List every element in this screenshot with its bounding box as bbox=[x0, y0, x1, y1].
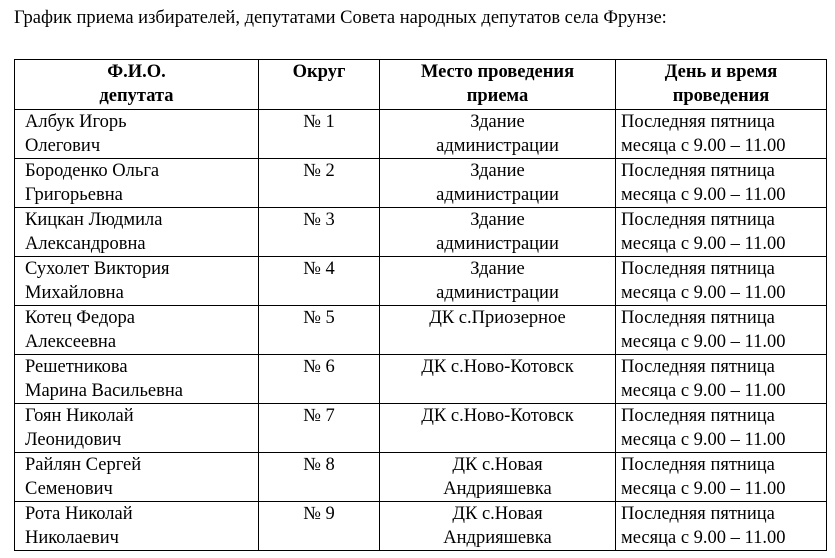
table-row bbox=[15, 502, 827, 551]
cell-time bbox=[616, 208, 827, 257]
header-time bbox=[616, 60, 827, 110]
cell-okrug-okrug: № 6 bbox=[303, 357, 335, 377]
cell-deputy-name-name2: Семенович bbox=[25, 479, 113, 499]
cell-okrug bbox=[259, 502, 380, 551]
cell-okrug-okrug: № 1 bbox=[303, 112, 335, 132]
header-okrug bbox=[259, 60, 380, 110]
cell-deputy-name bbox=[15, 355, 259, 404]
header-name bbox=[15, 60, 259, 110]
cell-time bbox=[616, 159, 827, 208]
cell-place bbox=[380, 355, 616, 404]
document-title: График приема избирателей, депутатами Совета народных депутатов села Фрунзе: bbox=[14, 8, 667, 28]
cell-time bbox=[616, 502, 827, 551]
cell-okrug-okrug: № 7 bbox=[303, 406, 335, 426]
cell-time bbox=[616, 110, 827, 159]
cell-place bbox=[380, 208, 616, 257]
cell-place-place1: ДК с.Новая bbox=[452, 504, 543, 524]
cell-time-time1: Последняя пятница bbox=[621, 161, 775, 181]
cell-time bbox=[616, 453, 827, 502]
cell-deputy-name-name1: Бороденко Ольга bbox=[25, 161, 160, 181]
cell-time-time1: Последняя пятница bbox=[621, 259, 775, 279]
cell-okrug-okrug: № 3 bbox=[303, 210, 335, 230]
table-row bbox=[15, 257, 827, 306]
cell-deputy-name-name2: Алексеевна bbox=[25, 332, 117, 352]
table-header-row bbox=[15, 60, 827, 110]
header-okrug-line1: Округ bbox=[292, 62, 346, 82]
header-place-line2: приема bbox=[466, 86, 529, 106]
table-row bbox=[15, 404, 827, 453]
cell-deputy-name-name1: Райлян Сергей bbox=[25, 455, 142, 475]
cell-place-place1: Здание bbox=[470, 161, 525, 181]
cell-time-time1: Последняя пятница bbox=[621, 308, 775, 328]
cell-time bbox=[616, 404, 827, 453]
cell-time-time1: Последняя пятница bbox=[621, 112, 775, 132]
cell-place-place2: администрации bbox=[436, 234, 559, 254]
cell-okrug-okrug: № 2 bbox=[303, 161, 335, 181]
table-row bbox=[15, 159, 827, 208]
cell-time bbox=[616, 306, 827, 355]
cell-deputy-name bbox=[15, 306, 259, 355]
cell-place bbox=[380, 453, 616, 502]
schedule-table bbox=[14, 59, 827, 551]
cell-place bbox=[380, 110, 616, 159]
cell-time-time2: месяца с 9.00 – 11.00 bbox=[621, 185, 786, 205]
cell-time-time2: месяца с 9.00 – 11.00 bbox=[621, 136, 786, 156]
cell-time-time2: месяца с 9.00 – 11.00 bbox=[621, 479, 786, 499]
header-time-line1: День и время bbox=[664, 62, 778, 82]
cell-time-time2: месяца с 9.00 – 11.00 bbox=[621, 528, 786, 548]
cell-deputy-name-name2: Марина Васильевна bbox=[25, 381, 183, 401]
cell-time bbox=[616, 257, 827, 306]
cell-okrug bbox=[259, 453, 380, 502]
cell-okrug bbox=[259, 355, 380, 404]
cell-place-place2: администрации bbox=[436, 185, 559, 205]
cell-deputy-name bbox=[15, 404, 259, 453]
cell-okrug-okrug: № 9 bbox=[303, 504, 335, 524]
cell-okrug bbox=[259, 159, 380, 208]
cell-deputy-name-name2: Олегович bbox=[25, 136, 101, 156]
cell-deputy-name bbox=[15, 110, 259, 159]
cell-time-time2: месяца с 9.00 – 11.00 bbox=[621, 332, 786, 352]
cell-deputy-name-name2: Григорьевна bbox=[25, 185, 123, 205]
cell-time-time2: месяца с 9.00 – 11.00 bbox=[621, 283, 786, 303]
cell-time-time1: Последняя пятница bbox=[621, 406, 775, 426]
cell-place bbox=[380, 306, 616, 355]
cell-place bbox=[380, 159, 616, 208]
cell-time-time2: месяца с 9.00 – 11.00 bbox=[621, 430, 786, 450]
cell-deputy-name-name1: Гоян Николай bbox=[25, 406, 134, 426]
table-row bbox=[15, 110, 827, 159]
header-time-line2: проведения bbox=[672, 86, 770, 106]
cell-deputy-name-name1: Кицкан Людмила bbox=[25, 210, 163, 230]
cell-place-place1: ДК с.Ново-Котовск bbox=[421, 406, 574, 426]
cell-deputy-name bbox=[15, 159, 259, 208]
cell-deputy-name bbox=[15, 257, 259, 306]
cell-time-time2: месяца с 9.00 – 11.00 bbox=[621, 234, 786, 254]
cell-okrug bbox=[259, 257, 380, 306]
cell-place-place1: ДК с.Ново-Котовск bbox=[421, 357, 574, 377]
cell-okrug bbox=[259, 306, 380, 355]
cell-deputy-name-name2: Леонидович bbox=[25, 430, 122, 450]
cell-deputy-name-name2: Александровна bbox=[25, 234, 146, 254]
cell-deputy-name-name1: Албук Игорь bbox=[25, 112, 127, 132]
cell-deputy-name bbox=[15, 208, 259, 257]
table-row bbox=[15, 306, 827, 355]
cell-okrug bbox=[259, 208, 380, 257]
cell-deputy-name bbox=[15, 453, 259, 502]
header-name-line1: Ф.И.О. bbox=[107, 62, 166, 82]
cell-place bbox=[380, 404, 616, 453]
cell-okrug-okrug: № 4 bbox=[303, 259, 335, 279]
cell-place-place1: ДК с.Приозерное bbox=[429, 308, 566, 328]
cell-time-time1: Последняя пятница bbox=[621, 210, 775, 230]
cell-place-place2: администрации bbox=[436, 283, 559, 303]
cell-deputy-name-name2: Михайловна bbox=[25, 283, 124, 303]
cell-deputy-name-name1: Котец Федора bbox=[25, 308, 135, 328]
cell-deputy-name bbox=[15, 502, 259, 551]
cell-place-place1: Здание bbox=[470, 259, 525, 279]
table-row bbox=[15, 208, 827, 257]
cell-deputy-name-name1: Решетникова bbox=[25, 357, 128, 377]
header-place-line1: Место проведения bbox=[420, 62, 575, 82]
header-name-line2: депутата bbox=[99, 86, 174, 106]
cell-time-time1: Последняя пятница bbox=[621, 455, 775, 475]
cell-okrug-okrug: № 8 bbox=[303, 455, 335, 475]
cell-time-time1: Последняя пятница bbox=[621, 504, 775, 524]
table-row bbox=[15, 453, 827, 502]
cell-time-time2: месяца с 9.00 – 11.00 bbox=[621, 381, 786, 401]
cell-place-place2: администрации bbox=[436, 136, 559, 156]
cell-okrug-okrug: № 5 bbox=[303, 308, 335, 328]
cell-okrug bbox=[259, 404, 380, 453]
cell-time bbox=[616, 355, 827, 404]
header-place bbox=[380, 60, 616, 110]
cell-place-place1: ДК с.Новая bbox=[452, 455, 543, 475]
cell-deputy-name-name1: Рота Николай bbox=[25, 504, 133, 524]
cell-place-place1: Здание bbox=[470, 112, 525, 132]
cell-place-place2: Андрияшевка bbox=[443, 528, 552, 548]
cell-deputy-name-name2: Николаевич bbox=[25, 528, 119, 548]
cell-okrug bbox=[259, 110, 380, 159]
cell-place bbox=[380, 502, 616, 551]
cell-place-place1: Здание bbox=[470, 210, 525, 230]
cell-place bbox=[380, 257, 616, 306]
cell-time-time1: Последняя пятница bbox=[621, 357, 775, 377]
cell-deputy-name-name1: Сухолет Виктория bbox=[25, 259, 170, 279]
table-row bbox=[15, 355, 827, 404]
cell-place-place2: Андрияшевка bbox=[443, 479, 552, 499]
